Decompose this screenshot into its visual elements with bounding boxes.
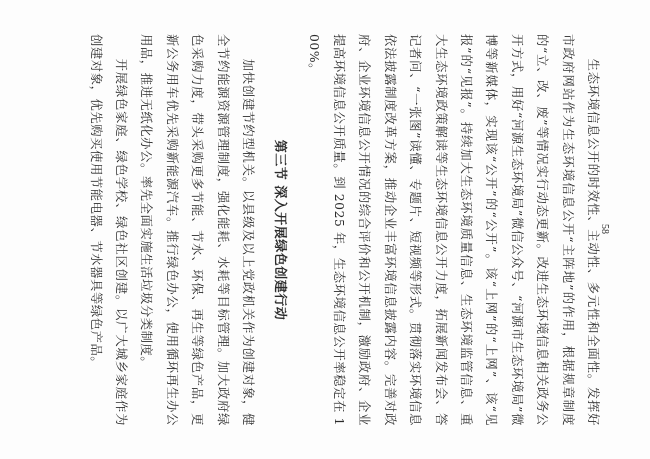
paragraph-environment-info-disclosure: 生态环境信息公开的时效性、主动性、多元性和全面性。发挥好市政府网站作为生态环境信息公开“主阵地”的作用，根据规章制度的“立、改、废”等情况实行动态更新。改进生态环境信息相关政务公开方式，用好“河源生态环境局”微信公众号、“河源市生态环境局”微博等新媒体，实现该“公开”的“公开”。该“上网”的“上网”、该“见报”的“见报”。持续加大生态环境质量信息、生态环境监管信息、重大生态环境政策解读等生态环境信息公开力度，拓展新闻发布会、答记者问、“一张图”读懂、专题片、短视频等形式。贯彻落实环境信息依法披露制度改革方案，推动企业丰富环境信息披露内容。完善对政府、企业环境信息公开情况的综合评价和公开机制，激励政府、企业提高环境信息公开质量。到 2025 年，生态环境信息公开率稳定在 100%。 [306, 34, 600, 426]
section-heading: 第三节 深入开展绿色创建行动 [272, 139, 288, 321]
rotated-text-block [45, 34, 605, 426]
paragraph-green-families: 开展绿色家庭、绿色学校、绿色社区创建。以广大城乡家庭作为创建对象，优先购买使用节能电器、节水器具等绿色产品。 [88, 34, 129, 426]
page-number: 58 [599, 224, 610, 234]
paragraph-conservation-agencies: 加快创建节约型机关。以县级及以上党政机关作为创建对象，健全节约能源资源管理制度，强化能耗、水耗等目标管理。加大政府绿色采购力度，带头采购更多节能、节水、环保、再生等绿色产品，更新公务用车优先采购新能源汽车。推行绿色办公，使用循环再生办公用品，推进无纸化办公。率先全面实施生活垃圾分类制度。 [139, 34, 256, 426]
